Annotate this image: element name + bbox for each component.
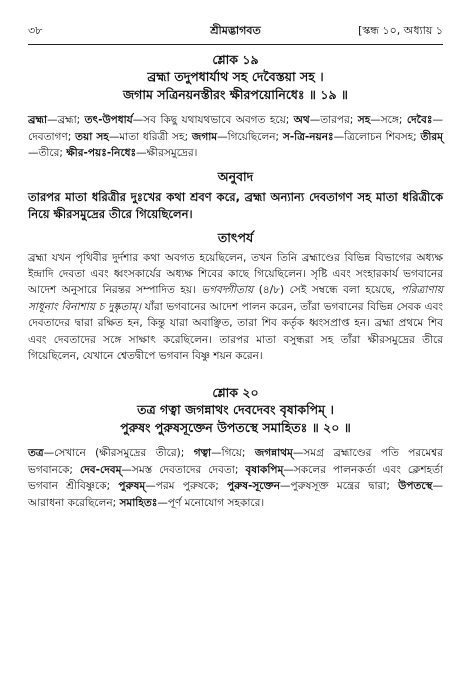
synonym-meaning: —ব্রহ্মা; xyxy=(47,114,85,126)
purport-part-2: (৪/৮) সেই সম্বন্ধে বলা হয়েছে, xyxy=(253,284,401,297)
synonym-meaning: —ক্ষীরসমুদ্রের। xyxy=(136,147,198,159)
purport-bg-reference: ভগবদ্গীতায় xyxy=(201,284,254,297)
book-title: শ্রীমদ্ভাগবত xyxy=(210,24,261,37)
purport-quote: পরিত্রাণায় সাধূনাং বিনাশায় চ দুষ্কৃতাম্। xyxy=(28,284,444,313)
synonym-word: তত্র xyxy=(28,447,44,460)
synonym-word: তৎ-উপধার্য xyxy=(84,114,133,126)
verse-gap xyxy=(28,364,443,378)
synonym-meaning: —পরম পুরুষকে; xyxy=(145,480,228,493)
synonym-meaning: —সকলের পালনকর্তা এবং ক্লেশহর্তা ভগবান শ্রীবিষ্ণুকে; xyxy=(28,463,443,493)
verse-19-synonyms xyxy=(28,112,443,162)
synonym-word: দেবৈঃ xyxy=(406,114,433,126)
synonym-word: ক্ষীর-পয়ঃ-নিধেঃ xyxy=(66,147,137,159)
synonym-word: গত্বা xyxy=(193,447,212,460)
synonym-meaning: —ত্রিলোচন শিবসহ; xyxy=(333,130,421,143)
page-header xyxy=(28,22,443,40)
synonym-meaning: —সমস্ত দেবতাদের দেবতা; xyxy=(121,463,246,476)
translation-heading: অনুবাদ xyxy=(217,168,254,184)
section-reference: [স্কন্ধ ১০, অধ্যায় ১ xyxy=(358,24,443,37)
synonym-word: তয়া সহ xyxy=(75,130,109,143)
verse-19-title: শ্লোক ১৯ xyxy=(212,52,259,67)
synonym-meaning: —সেখানে (ক্ষীরসমুদ্রের তীরে); xyxy=(43,447,194,460)
synonym-meaning: —গিয়েছিলেন; xyxy=(217,130,283,143)
synonym-meaning: —গিয়ে; xyxy=(211,447,255,460)
header-rule xyxy=(28,44,443,45)
synonym-word: উপতস্থে xyxy=(398,480,433,493)
synonym-word: ব্রহ্মা xyxy=(28,114,48,126)
synonym-meaning: —আরাধনা করেছিলেন; xyxy=(28,480,444,509)
synonym-word: পুরুষম্ xyxy=(118,480,146,493)
synonym-meaning: —মাতা ধরিত্রী সহ; xyxy=(108,130,192,143)
synonym-meaning: —সব কিছু যথাযথভাবে অবগত হয়ে; xyxy=(132,114,294,126)
synonym-meaning: —সমগ্র ব্রহ্মাণ্ডের পতি পরমেশ্বর ভগবানকে; xyxy=(28,447,443,476)
synonym-word: দেব-দেবম্ xyxy=(79,463,122,476)
purport-heading: তাৎপর্য xyxy=(217,229,254,245)
verse-19-line-1: ব্রহ্মা তদুপধার্যাথ সহ দেবৈস্তয়া সহ । xyxy=(147,69,324,84)
page-number: ৩৮ xyxy=(28,24,43,37)
synonym-word: জগন্নাথম্ xyxy=(254,447,293,460)
verse-20-line-2: পুরুষং পুরুষসূক্তেন উপতস্থে সমাহিতঃ ॥ ২০ ॥ xyxy=(120,420,351,436)
verse-20-title: শ্লোক ২০ xyxy=(212,385,259,401)
synonym-meaning: —তীরে; xyxy=(28,147,67,159)
purport-text xyxy=(28,250,443,365)
verse-20-synonyms xyxy=(28,445,443,511)
synonym-word: বৃষাকপিম্ xyxy=(245,463,284,476)
synonym-word: পুরুষ-সূক্তেন xyxy=(227,480,280,493)
purport-part-1: ব্রহ্মা যখন পৃথিবীর দুর্দশার কথা অবগত হয়েছিলেন, তখন তিনি ব্রহ্মাণ্ডের বিভিন্ন বিভাগের অধ্যক্ষ ইন্দ্রাদি দেবতা এবং ধ্বংসকার্যের অধ্যক্ষ শিবের কাছে গিয়েছিলেন। সৃষ্টি এবং সংহারকার্য ভগবানের আদেশ অনুসারে নিরন্তর সম্পাদিত হয়। xyxy=(28,251,443,297)
synonym-meaning: —পূর্ণ মনোযোগ সহকারে। xyxy=(157,496,265,509)
synonym-word: স-ত্রি-নয়নঃ xyxy=(282,130,334,143)
synonym-word: সমাহিতঃ xyxy=(119,496,158,509)
purport-part-3: যাঁরা ভগবানের আদেশ পালন করেন, তাঁরা ভগবানের বিভিন্ন সেবক এবং দেবতাদের দ্বারা রক্ষিত হন, কিন্তু যারা অবাঞ্ছিত, তারা শিব কর্তৃক ধ্বংসপ্রাপ্ত হন। ব্রহ্মা প্রথমে শিব এবং দেবতাদের সঙ্গে সাক্ষাৎ করেছিলেন। তারপর মাতা বসুন্ধরা সহ তাঁরা ক্ষীরসমুদ্রের তীরে গিয়েছিলেন, যেখানে শ্বেতদ্বীপে ভগবান বিষ্ণু শয়ন করেন। xyxy=(28,300,443,362)
synonym-word: অথ xyxy=(293,114,310,126)
synonym-meaning: —তারপর; xyxy=(309,114,358,126)
synonym-word: সহ xyxy=(357,114,371,126)
verse-19-line-2: জগাম সত্রিনয়নস্তীরং ক্ষীরপয়োনিধেঃ ॥ ১৯ ॥ xyxy=(123,87,348,102)
translation-text: তারপর মাতা ধরিত্রীর দুঃখের কথা শ্রবণ করে, ব্রহ্মা অন্যান্য দেবতাগণ সহ মাতা ধরিত্রীকে নিয়ে ক্ষীরসমুদ্রের তীরে গিয়েছিলেন। xyxy=(28,189,443,221)
synonym-meaning: —দেবতাগণ; xyxy=(28,114,443,143)
synonym-word: জগাম xyxy=(191,130,218,143)
synonym-meaning: —সঙ্গে; xyxy=(370,114,407,126)
synonym-meaning: —পুরুষসূক্ত মন্ত্রের দ্বারা; xyxy=(280,480,399,493)
synonym-word: তীরম্ xyxy=(420,130,444,143)
verse-20-line-1: তত্র গত্বা জগন্নাথং দেবদেবং বৃষাকপিম্ । xyxy=(137,402,334,418)
